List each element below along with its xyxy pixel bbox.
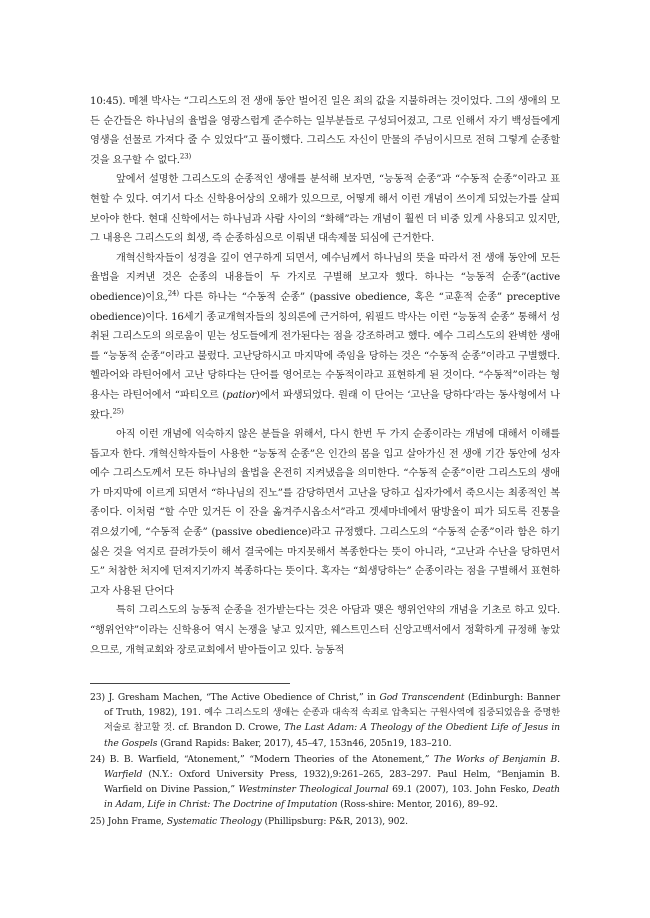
text-run: )에서 파생되었다. 원래 이 단어는 ‘고난을 당하다’라는 동사형에서 나왔다.	[90, 389, 560, 421]
text-run: (Ross-shire: Mentor, 2016), 89–92.	[337, 799, 498, 811]
footnote-ref: 25)	[112, 407, 124, 416]
text-run: 아직 이런 개념에 익숙하지 않은 분들을 위해서, 다시 한번 두 가지 순종이라는 개념에 대해서 이해를 돕고자 한다. 개혁신학자들이 사용한 “능동적 순종”은 인간의 몸을 입고 살아가신 전 생애 기간 동안에 성자 예수 그리스도께서 모든 하나님의 율법을 온전히 지켜냈음을 의미한다. “수동적 순종”이란 그리스도의 생애가 마지막에 이르게 되면서 “하나님의 진노”를 감당하면서 고난을 당하고 십자가에서 죽으시는 최종적인 복종이다. 이처럼 “할 수만 있거든 이 잔을 옮겨주시옵소서”라고 겟세마네에서 땀방울이 피가 되도록 진통을 겪으셨기에, “수동적 순종” (passive obedience)라고 규정했다. 그리스도의 “수동적 순종”이라 함은 하기 싫은 것을 억지로 끌려가듯이 해서 결국에는 마지못해서 복종한다는 뜻이 아니라, “고난과 수난을 당하면서도” 처참한 처지에 던져지기까지 복종하다는 뜻이다. 혹자는 “희생당하는” 순종이라는 점을 구별해서 표현하고자 사용된 단어다	[90, 429, 560, 597]
paragraph	[90, 425, 560, 601]
italic-text: Systematic Theology	[166, 815, 262, 827]
text-run: (N.Y.: Oxford University Press, 1932),9:261–265, 283–297. Paul Helm, “Benjamin B. Warfield on Divine Passion,”	[104, 769, 560, 796]
footnote	[90, 814, 560, 829]
italic-text: God Transcendent	[379, 692, 465, 703]
text-run: 특히 그리스도의 능동적 순종을 전가받는다는 것은 아담과 맺은 행위언약의 개념을 기초로 하고 있다. “행위언약”이라는 신학용어 역시 논쟁을 낳고 있지만, 웨스트민스터 신앙고백서에서 정확하게 규정해 놓았으므로, 개혁교회와 장로교회에서 받아들이고 있다. 능동적	[90, 605, 560, 656]
body-text	[90, 92, 560, 660]
footnote	[90, 752, 560, 813]
text-run: 24) B. B. Warfield, “Atonement,” “Modern Theories of the Atonement,”	[90, 753, 435, 765]
paragraph	[90, 92, 560, 170]
footnote-rule	[90, 683, 290, 684]
paragraph	[90, 170, 560, 248]
text-run: 다른 하나는 “수동적 순종” (passive obedience, 혹은 “교훈적 순종” preceptive obedience)이다. 16세기 종교개혁자들의 칭의론에 근거하여, 워필드 박사는 이런 “능동적 순종” 통해서 성취된 그리스도의 의로움이 믿는 성도들에게 전가된다는 점을 강조하려고 했다. 예수 그리스도의 완벽한 생애를 “능동적 순종”이라고 불렀다. 고난당하시고 마지막에 죽임을 당하는 것은 “수동적 순종”이라고 구별했다. 헬라어와 라틴어에서 고난 당하다는 단어를 영어로는 수동적이라고 표현하게 된 것이다. “수동적”이라는 형용사는 라틴어에서 “파티오르 (	[90, 291, 560, 401]
text-run: 개혁신학자들이 성경을 깊이 연구하게 되면서, 예수님께서 하나님의 뜻을 따라서 전 생애 동안에 모든 율법을 지켜낸 것은 순종의 내용들이 두 가지로 구별해 보고자 했다. 하나는 “능동적 순종”(active obedience)이요,	[90, 252, 560, 303]
footnotes	[90, 690, 560, 830]
text-run: 23) J. Gresham Machen, “The Active Obedience of Christ,” in	[90, 692, 380, 703]
text-run: 10:45). 메첸 박사는 “그리스도의 전 생애 동안 벌어진 일은 죄의 값을 지불하려는 것이었다. 그의 생애의 모든 순간들은 하나님의 율법을 영광스럽게 준수하는 일부분들로 구성되어졌고, 그로 인해서 자기 백성들에게 영생을 선물로 가져다 줄 수 있었다”고 풀이했다. 그리스도 자신이 만물의 주님이시므로 전혀 그렇게 순종할 것을 요구할 수 없다.	[90, 96, 560, 166]
italic-text: patior	[226, 389, 257, 401]
paragraph	[90, 249, 560, 425]
italic-text: Westminster Theological Journal	[238, 784, 389, 796]
italic-text: The Last Adam: A Theology of the Obedient Life of Jesus in the Gospels	[104, 722, 560, 749]
text-run: (Phillipsburg: P&R, 2013), 902.	[261, 815, 408, 827]
text-run: (Grand Rapids: Baker, 2017), 45–47, 153n46, 205n19, 183–210.	[157, 737, 452, 749]
italic-text: Death in Adam, Life in Christ: The Doctrine of Imputation	[104, 784, 560, 811]
footnote-ref: 24)	[167, 289, 179, 298]
text-run: (Edinburgh: Banner of Truth, 1982), 191. 예수 그리스도의 생애는 순종과 대속적 속죄로 압축되는 구원사역에 집중되었음을 증명한 저술로 참고할 것. cf. Brandon D. Crowe,	[104, 692, 560, 734]
text-run: 앞에서 설명한 그리스도의 순종적인 생애를 분석해 보자면, “능동적 순종”과 “수동적 순종”이라고 표현할 수 있다. 여기서 다소 신학용어상의 오해가 있으므로, 어떻게 해서 이런 개념이 쓰이게 되었는가를 살피보아야 한다. 현대 신학에서는 하나님과 사람 사이의 “화해”라는 개념이 훨씬 더 비중 있게 사용되고 있지만, 그 내용은 그리스도의 희생, 즉 순종하심으로 이뤄낸 대속제물 되심에 근거한다.	[90, 174, 560, 245]
footnote-ref: 23)	[179, 152, 192, 161]
italic-text: The Works of Benjamin B. Warfield	[104, 753, 560, 781]
text-run: 25) John Frame,	[90, 815, 167, 827]
paragraph	[90, 601, 560, 660]
footnote	[90, 690, 560, 751]
text-run: 69.1 (2007), 103. John Fesko,	[388, 784, 533, 796]
